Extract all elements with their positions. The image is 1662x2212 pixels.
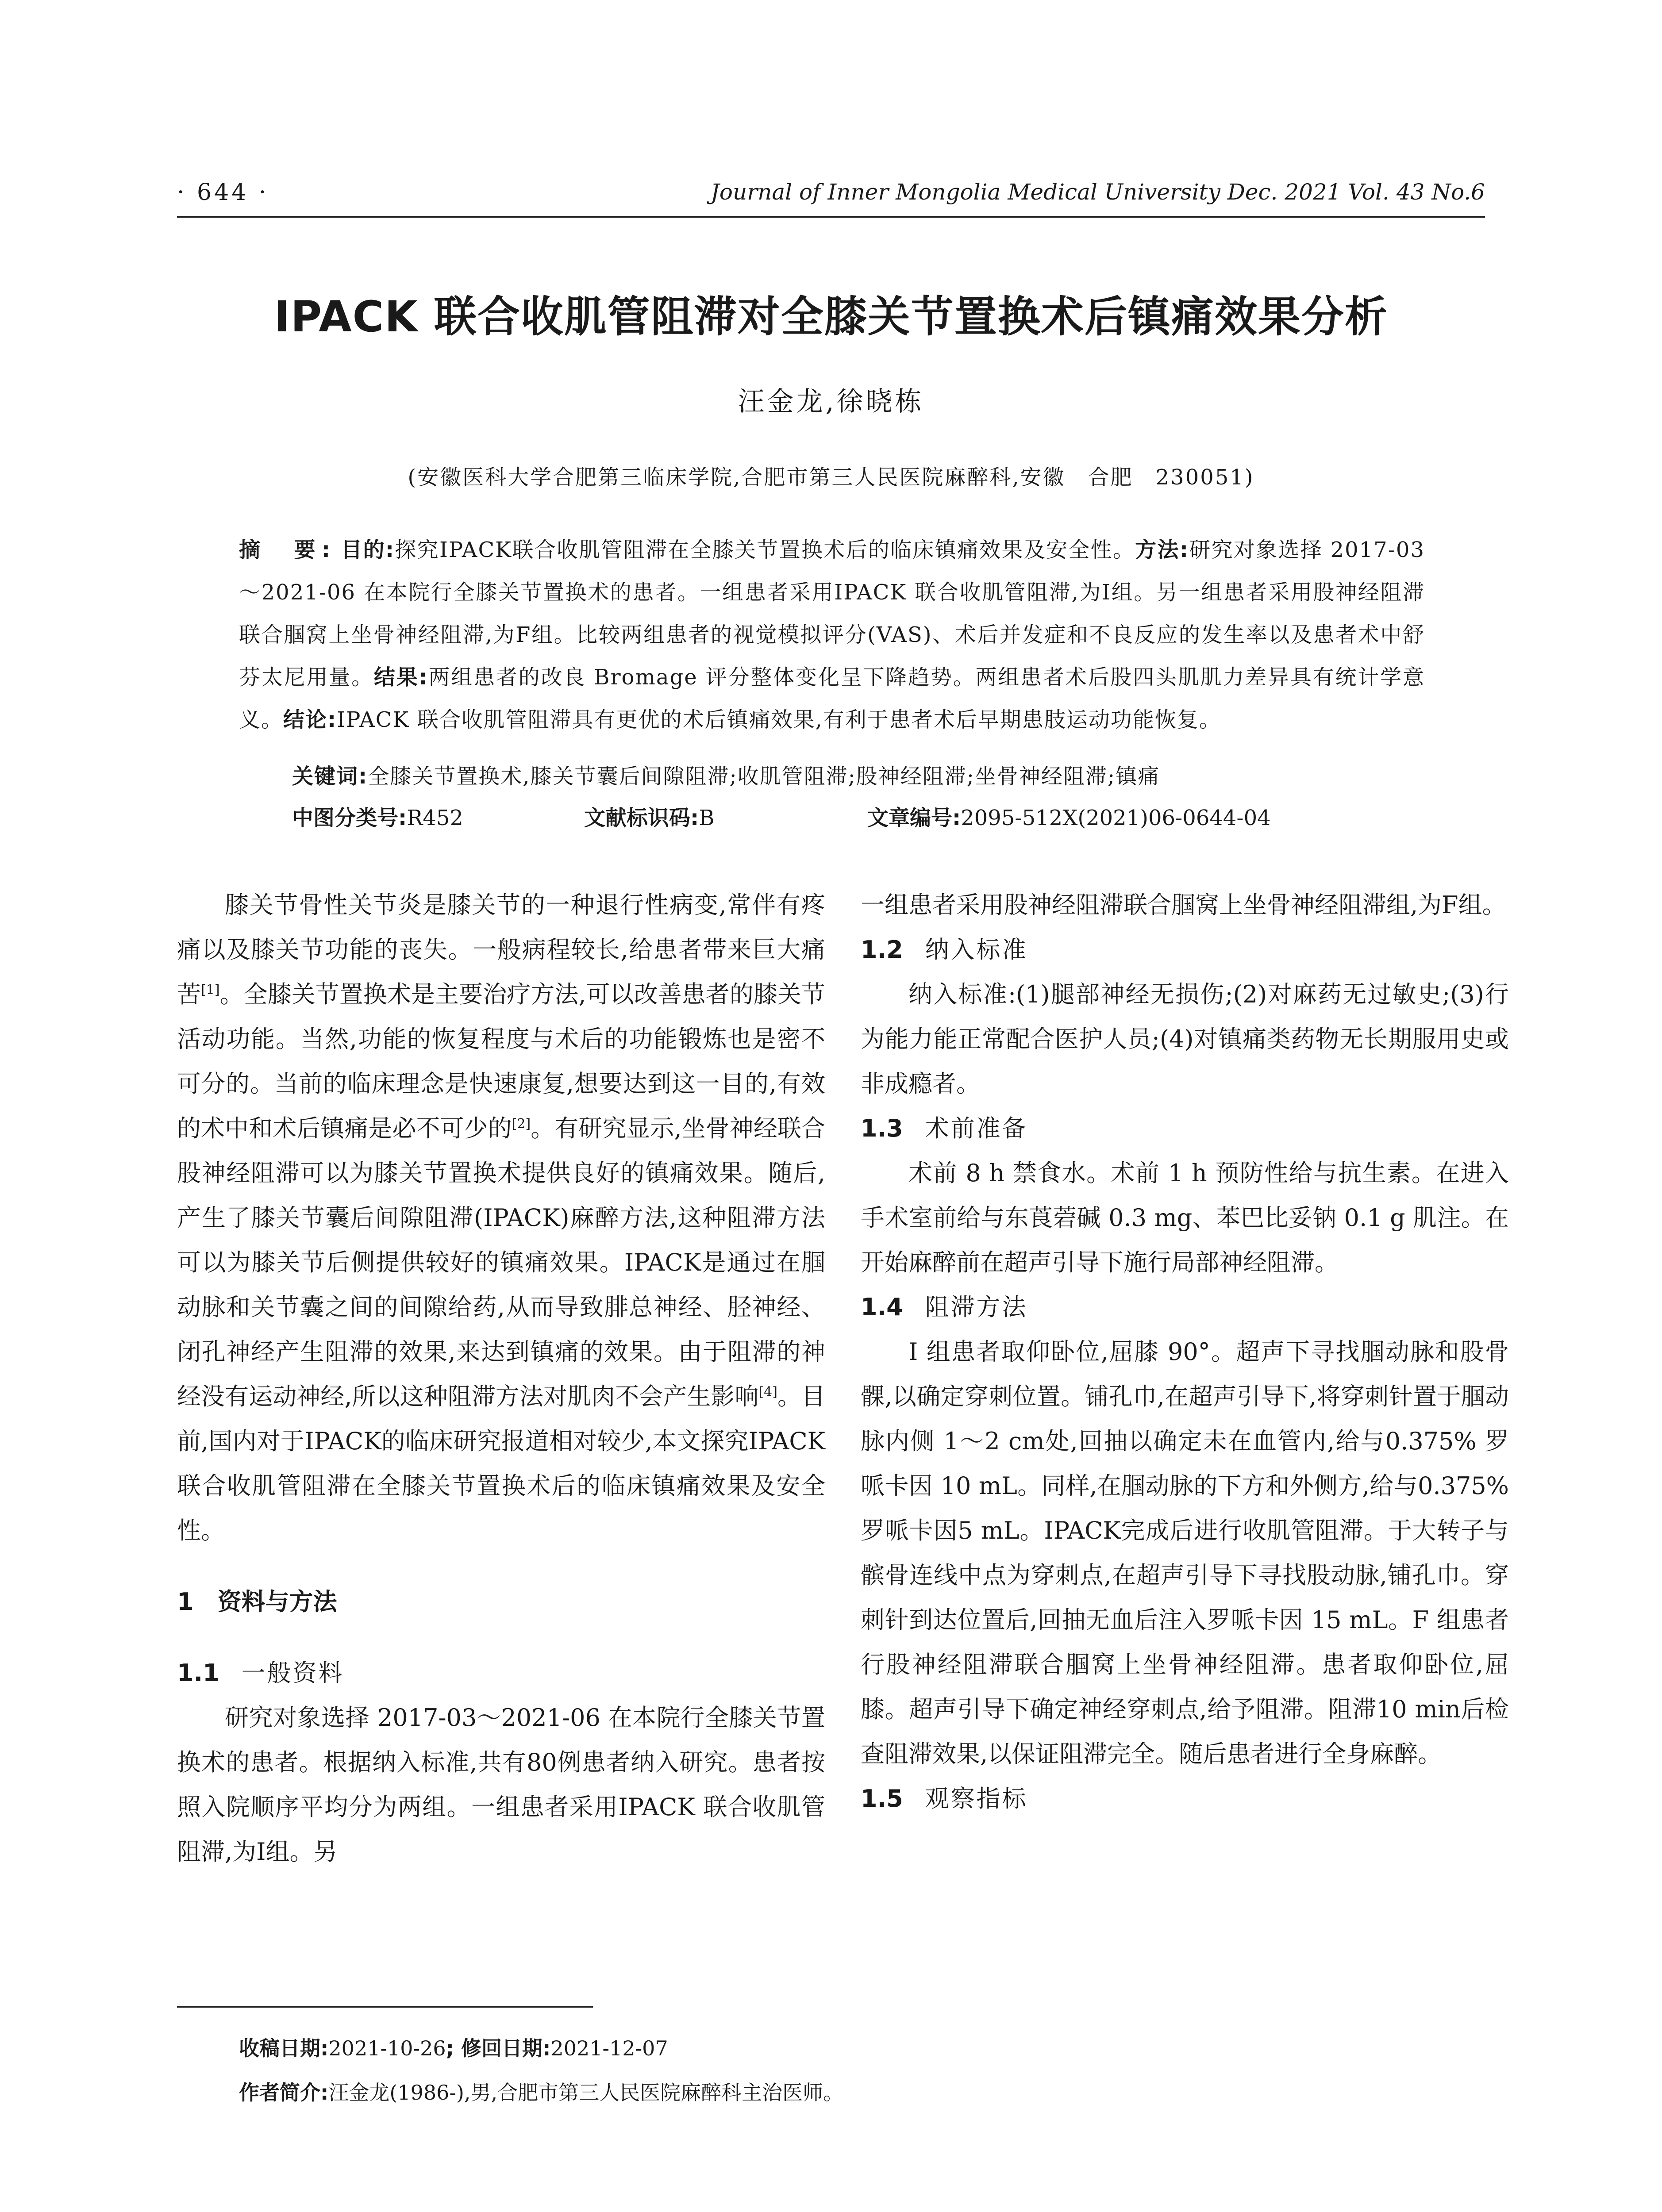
article-title: IPACK 联合收肌管阻滞对全膝关节置换术后镇痛效果分析 xyxy=(274,292,1388,342)
section-1-3-heading xyxy=(861,1106,1509,1151)
section-1-heading: 1 资料与方法 xyxy=(177,1588,337,1616)
article-number xyxy=(867,801,1271,831)
footnote-rule xyxy=(177,2006,593,2008)
author-list: 汪金龙,徐晓栋 xyxy=(738,386,924,417)
clc-value: R452 xyxy=(407,806,463,830)
intro-text-b: 。全膝关节置换术是主要治疗方法,可以改善患者的膝关节活动功能。当然,功能的恢复程度与术后的功能锻炼也是密不可分的。当前的临床理念是快速康复,想要达到这一目的,有效的术中和术后镇痛是必不可少的 xyxy=(177,980,826,1142)
clc-number xyxy=(292,801,463,831)
article-label: 文章编号: xyxy=(867,806,961,830)
citation-4[interactable]: [4] xyxy=(758,1384,777,1400)
left-column xyxy=(177,883,825,1874)
section-1-1-heading xyxy=(177,1651,825,1695)
section-1-4-heading xyxy=(861,1285,1509,1329)
section-title: 纳入标准 xyxy=(925,936,1028,964)
methods-label: 方法: xyxy=(1135,538,1189,562)
author-bio-label: 作者简介: xyxy=(239,2081,329,2104)
revised-label: ; 修回日期: xyxy=(446,2036,551,2060)
footnotes xyxy=(239,2026,1478,2115)
revised-date: 2021-12-07 xyxy=(550,2036,668,2060)
section-number: 1.5 xyxy=(861,1785,903,1813)
section-1-2-heading xyxy=(861,927,1509,972)
author-bio xyxy=(239,2070,1478,2115)
intro-text-a: 膝关节骨性关节炎是膝关节的一种退行性病变,常伴有疼痛以及膝关节功能的丧失。一般病程较长,给患者带来巨大痛苦 xyxy=(177,891,825,1008)
section-1-1-text: 研究对象选择 2017-03～2021-06 在本院行全膝关节置换术的患者。根据纳入标准,共有80例患者纳入研究。患者按照入院顺序平均分为两组。一组患者采用IPACK 联合收肌管阻滞,为I组。另 xyxy=(177,1704,825,1866)
section-title: 术前准备 xyxy=(925,1114,1028,1142)
right-column xyxy=(861,883,1509,1821)
affiliation: (安徽医科大学合肥第三临床学院,合肥市第三人民医院麻醉科,安徽 合肥 230051) xyxy=(408,465,1254,490)
conclusion-label: 结论: xyxy=(283,707,337,732)
page-number: · 644 · xyxy=(177,179,269,206)
section-1-1-continued: 一组患者采用股神经阻滞联合腘窝上坐骨神经阻滞组,为F组。 xyxy=(861,891,1506,919)
author-bio-text: 汪金龙(1986-),男,合肥市第三人民医院麻醉科主治医师。 xyxy=(328,2081,844,2104)
intro-paragraph xyxy=(177,883,825,1553)
keywords-label: 关键词: xyxy=(292,764,368,789)
journal-citation: Journal of Inner Mongolia Medical University Dec. 2021 Vol. 43 No.6 xyxy=(710,179,1485,205)
results-label: 结果: xyxy=(373,665,428,690)
section-number: 1.2 xyxy=(861,936,903,964)
section-1-3-text: 术前 8 h 禁食水。术前 1 h 预防性给与抗生素。在进入手术室前给与东莨菪碱 0.3 mg、苯巴比妥钠 0.1 g 肌注。在开始麻醉前在超声引导下施行局部神经阻滞。 xyxy=(861,1159,1509,1276)
conclusion-text: IPACK 联合收肌管阻滞具有更优的术后镇痛效果,有利于患者术后早期患肢运动功能恢复。 xyxy=(337,707,1221,732)
objective-text: 探究IPACK联合收肌管阻滞在全膝关节置换术后的临床镇痛效果及安全性。 xyxy=(395,538,1135,562)
received-date: 2021-10-26 xyxy=(328,2036,446,2060)
intro-text-d: 。目前,国内对于IPACK的临床研究报道相对较少,本文探究IPACK联合收肌管阻滞在全膝关节置换术后的临床镇痛效果及安全性。 xyxy=(177,1382,826,1544)
keywords xyxy=(292,759,1443,790)
received-dates xyxy=(239,2026,1478,2070)
citation-1[interactable]: [1] xyxy=(201,982,220,998)
section-1-2-text: 纳入标准:(1)腿部神经无损伤;(2)对麻药无过敏史;(3)行为能力能正常配合医护人员;(4)对镇痛类药物无长期服用史或非成瘾者。 xyxy=(861,980,1509,1098)
keywords-text: 全膝关节置换术,膝关节囊后间隙阻滞;收肌管阻滞;股神经阻滞;坐骨神经阻滞;镇痛 xyxy=(368,764,1160,789)
abstract xyxy=(239,529,1425,741)
received-label: 收稿日期: xyxy=(239,2036,329,2060)
section-1-5-heading xyxy=(861,1776,1509,1821)
methods-text: 研究对象选择 2017-03～2021-06 在本院行全膝关节置换术的患者。一组患者采用IPACK 联合收肌管阻滞,为I组。另一组患者采用股神经阻滞联合腘窝上坐骨神经阻滞,为F组。比较两组患者的视觉模拟评分(VAS)、术后并发症和不良反应的发生率以及患者术中舒芬太尼用量。 xyxy=(239,538,1425,690)
section-title: 一般资料 xyxy=(241,1659,344,1687)
running-header xyxy=(177,175,1485,219)
document-code xyxy=(584,801,714,831)
header-rule xyxy=(177,216,1485,218)
doc-value: B xyxy=(699,806,715,830)
results-text: 两组患者的改良 Bromage 评分整体变化呈下降趋势。两组患者术后股四头肌肌力差异具有统计学意义。 xyxy=(239,665,1425,732)
intro-text-c: 。有研究显示,坐骨神经联合股神经阻滞可以为膝关节置换术提供良好的镇痛效果。随后,产生了膝关节囊后间隙阻滞(IPACK)麻醉方法,这种阻滞方法可以为膝关节后侧提供较好的镇痛效果。IPACK是通过在腘动脉和关节囊之间的间隙给药,从而导致腓总神经、胫神经、闭孔神经产生阻滞的效果,来达到镇痛的效果。由于阻滞的神经没有运动神经,所以这种阻滞方法对肌肉不会产生影响 xyxy=(177,1114,825,1410)
clc-label: 中图分类号: xyxy=(292,806,407,830)
doc-label: 文献标识码: xyxy=(584,806,699,830)
citation-2[interactable]: [2] xyxy=(512,1116,531,1132)
section-title: 观察指标 xyxy=(925,1785,1028,1813)
abstract-label: 摘 要: xyxy=(239,538,337,562)
article-value: 2095-512X(2021)06-0644-04 xyxy=(961,806,1271,830)
section-title: 阻滞方法 xyxy=(925,1293,1028,1321)
section-number: 1.1 xyxy=(177,1659,219,1687)
section-number: 1.3 xyxy=(861,1114,903,1142)
classification-line xyxy=(292,801,1443,832)
objective-label: 目的: xyxy=(341,538,395,562)
section-1-4-text: I 组患者取仰卧位,屈膝 90°。超声下寻找腘动脉和股骨髁,以确定穿刺位置。铺孔巾,在超声引导下,将穿刺针置于腘动脉内侧 1～2 cm处,回抽以确定未在血管内,给与0.375% 罗哌卡因 10 mL。同样,在腘动脉的下方和外侧方,给与0.375% 罗哌卡因5 mL。IPACK完成后进行收肌管阻滞。于大转子与髌骨连线中点为穿刺点,在超声引导下寻找股动脉,铺孔巾。穿刺针到达位置后,回抽无血后注入罗哌卡因 15 mL。F 组患者行股神经阻滞联合腘窝上坐骨神经阻滞。患者取仰卧位,屈膝。超声引导下确定神经穿刺点,给予阻滞。阻滞10 min后检查阻滞效果,以保证阻滞完全。随后患者进行全身麻醉。 xyxy=(861,1338,1509,1768)
section-number: 1.4 xyxy=(861,1293,903,1321)
